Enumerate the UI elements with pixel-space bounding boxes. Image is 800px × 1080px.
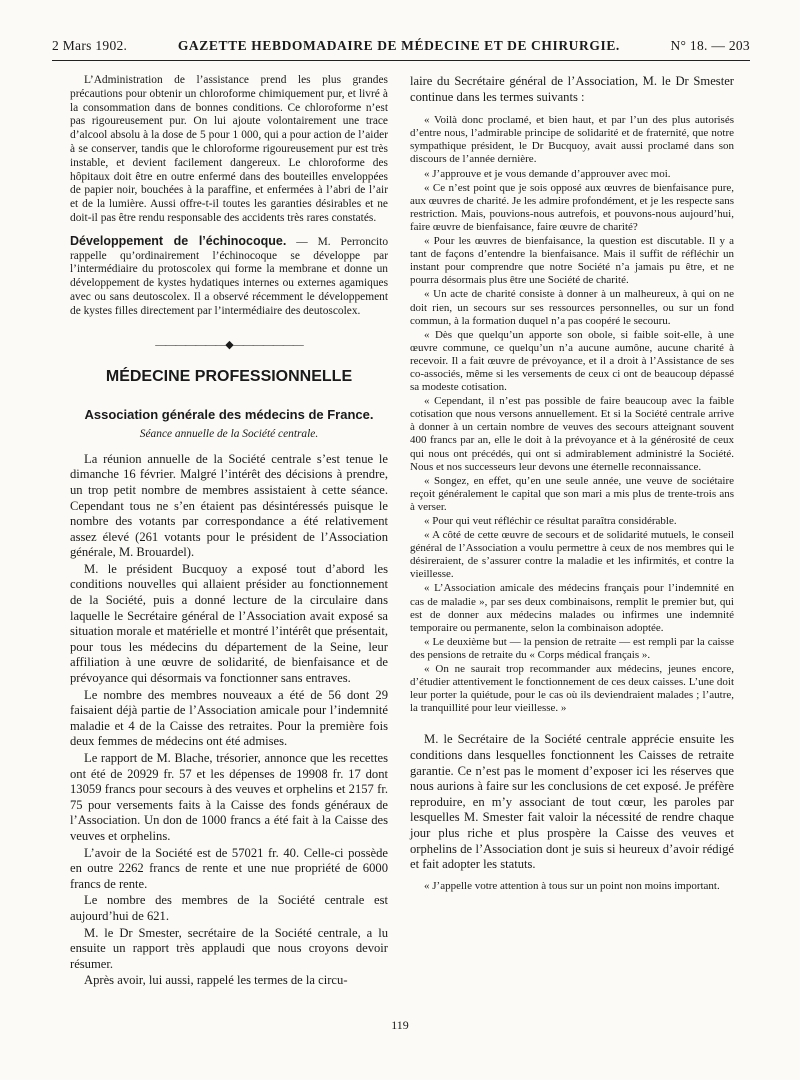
left-column bbox=[70, 74, 388, 990]
article-paragraph: Après avoir, lui aussi, rappelé les termes de la circu- bbox=[84, 973, 348, 988]
section-ornament: ———————◆——————— bbox=[155, 338, 303, 351]
chloroform-paragraph: L’Administration de l’assistance prend les plus grandes précautions pour obtenir un chloroforme chimiquement pur, et livré à la consommation dans de bonnes conditions. Ce chloroforme n’est pas rigoureusement pur. On lui ajoute volontairement une trace d’alcool absolu à la dose de 5 pour 1 000, qui a pour action de l’aider à se conserver, tandis que le chloroforme rigoureusement pur est très instable, et devient facilement dangereux. Le chloroforme des hôpitaux doit être en outre enfermé dans des bouteilles enveloppées de papier noir, bouchées à la paraffine, et enfermées à l’abri de l’air et de la lumière. Aussi offre-t-il toutes les garanties désirables et ne doit-il pas être rendu responsable des accidents très rares constatés. bbox=[70, 74, 388, 224]
article-subtitle: Séance annuelle de la Société centrale. bbox=[139, 427, 319, 440]
header-journal-title: GAZETTE HEBDOMADAIRE DE MÉDECINE ET DE CHIRURGIE. bbox=[177, 38, 620, 53]
article-paragraph: M. le Dr Smester, secrétaire de la Société centrale, a lu ensuite un rapport très applaudi que nous croyons devoir résumer. bbox=[70, 925, 388, 971]
quote-paragraph: « L’Association amicale des médecins français pour l’indemnité en cas de maladie », par ses deux combinaisons, remplit le premier but, qui est de donner aux médecins malades ou infirmes une indemnité temporaire ou permanente, selon la combinaison adoptée. bbox=[410, 582, 734, 634]
quote-paragraph: « Ce n’est point que je sois opposé aux œuvres de bienfaisance pure, aux œuvres de charité. Je les admire profondément, et je les respecte sans restriction. Mais, pouvions-nous autrefois, et pouvons-nous aujourd’hui, faire œuvre de bienfaisance, faire œuvre de charité? bbox=[410, 181, 734, 233]
quote-paragraph: « J’approuve et je vous demande d’approuver avec moi. bbox=[424, 167, 671, 180]
header-page-number: N° 18. — 203 bbox=[670, 38, 750, 53]
quote-paragraph: « Pour qui veut réfléchir ce résultat paraîtra considérable. bbox=[424, 515, 677, 527]
quote-paragraph: « Pour les œuvres de bienfaisance, la question est discutable. Il y a tant de façons d’entendre la bienfaisance. Mais il suffit de réfléchir un instant pour comprendre que notre Société n’a jamais pu être, et ne pourra désormais plus être une Société de charité. bbox=[410, 235, 734, 287]
header-rule bbox=[52, 60, 750, 61]
closing-quote: « J’appelle votre attention à tous sur un point non moins important. bbox=[424, 879, 720, 892]
echinococcus-paragraph bbox=[70, 235, 388, 319]
right-intro: laire du Secrétaire général de l’Association, M. le Dr Smester continue dans les termes suivants : bbox=[410, 74, 734, 104]
running-header bbox=[52, 38, 750, 60]
article-paragraph: Le rapport de M. Blache, trésorier, annonce que les recettes ont été de 20929 fr. 57 et les dépenses de 19908 fr. 17 dont 13059 francs pour secours à des veuves et orphelins et 2157 fr. 75 pour versements faits à la Caisse des fonds généraux de l’Association. Un don de 1000 francs a été fait à la Caisse des veuves et orphelins. bbox=[70, 751, 388, 843]
after-quote-paragraph: M. le Secrétaire de la Société centrale apprécie ensuite les conditions dans lesquelles fonctionnent les Caisses de retraite garantie. Ce n’est pas le moment d’exposer ici les réserves que nous aurions à faire sur les conclusions de cet exposé. Je préfère reproduire, en m’y associant de tout cœur, les paroles par lesquelles M. Smester fait valoir la nécessité de rendre chaque jour plus riche et plus prospère la Caisse des veuves et orphelins de l’Association dont je suis si heureux d’avoir rédigé et fait adopter les statuts. bbox=[410, 732, 734, 872]
quote-paragraph: « On ne saurait trop recommander aux médecins, jeunes encore, d’étudier attentivement le fonctionnement de ces deux caisses. L’une doit leur porter la quiétude, pour le cas où ils deviendraient malades ; l’autre, la tranquillité pour leur vieillesse. » bbox=[410, 663, 734, 715]
article-paragraph: L’avoir de la Société est de 57021 fr. 40. Celle-ci possède en outre 2262 francs de rente et une nue propriété de 6000 francs de rente. bbox=[70, 845, 388, 891]
quote-paragraph: « Cependant, il n’est pas possible de faire beaucoup avec la faible cotisation que nous versons annuellement. Et si la Société centrale arrive à donner à un certain nombre de veuves des secours atteignant souvent 400 francs par an, elle le doit à la prévoyance et à la générosité de ceux qui nous ont précédés, qui ont si admirablement administré la Société. Nous et nos successeurs leur devons une éternelle reconnaissance. bbox=[410, 395, 734, 473]
quote-paragraph: « A côté de cette œuvre de secours et de solidarité mutuels, le conseil général de l’Association a voulu permettre à ceux de nos membres qui le désireraient, de s’assurer contre la maladie et les infirmités, et contre la vieillesse. bbox=[410, 529, 734, 581]
quote-paragraph: « Un acte de charité consiste à donner à un malheureux, à qui on ne doit rien, un secours sur ses ressources personnelles, ou sur un fond commun, à la formation duquel n’a pas coopéré le secouru. bbox=[410, 288, 734, 327]
quote-paragraph: « Songez, en effet, qu’en une seule année, une veuve de sociétaire reçoit généralement le capital que son mari a mis plus de trente-trois ans à verser. bbox=[410, 474, 734, 513]
article-paragraph: Le nombre des membres nouveaux a été de 56 dont 29 faisaient déjà partie de l’Association amicale pour l’indemnité maladie et 4 de la Caisse des retraites. Pour la première fois deux femmes de médecins ont été admises. bbox=[70, 687, 388, 749]
quote-paragraph: « Voilà donc proclamé, et bien haut, et par l’un des plus autorisés d’entre nous, l’admirable principe de solidarité et de fraternité, que notre sympathique président, le Dr Bucquoy, avait aussi proclamé dans son discours de l’année dernière. bbox=[410, 114, 734, 166]
echinococcus-body: — M. Perroncito rappelle qu’ordinairement l’échinocoque se développe par l’intermédiaire du protoscolex qui forme la membrane et donne un développement de kystes hydatiques internes ou externes agamiques avec ou sans deutoscolex. Il a observé récemment le développement de kystes filles directement par l’intermédiaire des deutoscolex. bbox=[70, 235, 389, 317]
right-column bbox=[410, 74, 734, 894]
folio-number: 119 bbox=[391, 1018, 409, 1032]
article-paragraph: Le nombre des membres de la Société centrale est aujourd’hui de 621. bbox=[70, 893, 388, 923]
article-paragraph: La réunion annuelle de la Société centrale s’est tenue le dimanche 16 février. Malgré l’intérêt des décisions à prendre, un trop petit nombre de membres assistaient à cette séance. Cependant tous ne s’en étaient pas désintéressés puisque le nombre des votants par correspondance a été relativement assez élevé (261 votants pour le président de l’Association générale, M. Brouardel). bbox=[70, 451, 388, 560]
echinococcus-title: Développement de l’échinocoque. bbox=[70, 233, 287, 248]
article-body bbox=[70, 452, 388, 989]
quoted-speech bbox=[410, 114, 734, 715]
quote-paragraph: « Le deuxième but — la pension de retraite — est rempli par la caisse des pensions de retraite du « Corps médical français ». bbox=[410, 635, 734, 661]
article-paragraph: M. le président Bucquoy a exposé tout d’abord les conditions nouvelles qui allaient présider au fonctionnement de la Société, puis a donné lecture de la circulaire dans laquelle le Secrétaire général de l’Association avait exposé sa situation morale et matérielle et montré l’intérêt que présentait, pour tous les médecins du département de la Seine, leur affiliation à une œuvre de solidarité, de bienfaisance et de prévoyance qui désormais va fonctionner sans entraves. bbox=[70, 561, 388, 686]
section-title: MÉDECINE PROFESSIONNELLE bbox=[105, 368, 353, 386]
article-title: Association générale des médecins de France. bbox=[84, 407, 374, 423]
quote-paragraph: « Dès que quelqu’un apporte son obole, si faible soit-elle, à une œuvre commune, ce quelqu’un n’a aucune aumône, aucune charité à recevoir. Il a fait œuvre de prévoyance, et il a droit à l’Assistance de ses co-associés, même si les versements de ceux ci ont de beaucoup dépassé sa modeste cotisation. bbox=[410, 328, 734, 394]
header-date: 2 Mars 1902. bbox=[52, 38, 128, 53]
